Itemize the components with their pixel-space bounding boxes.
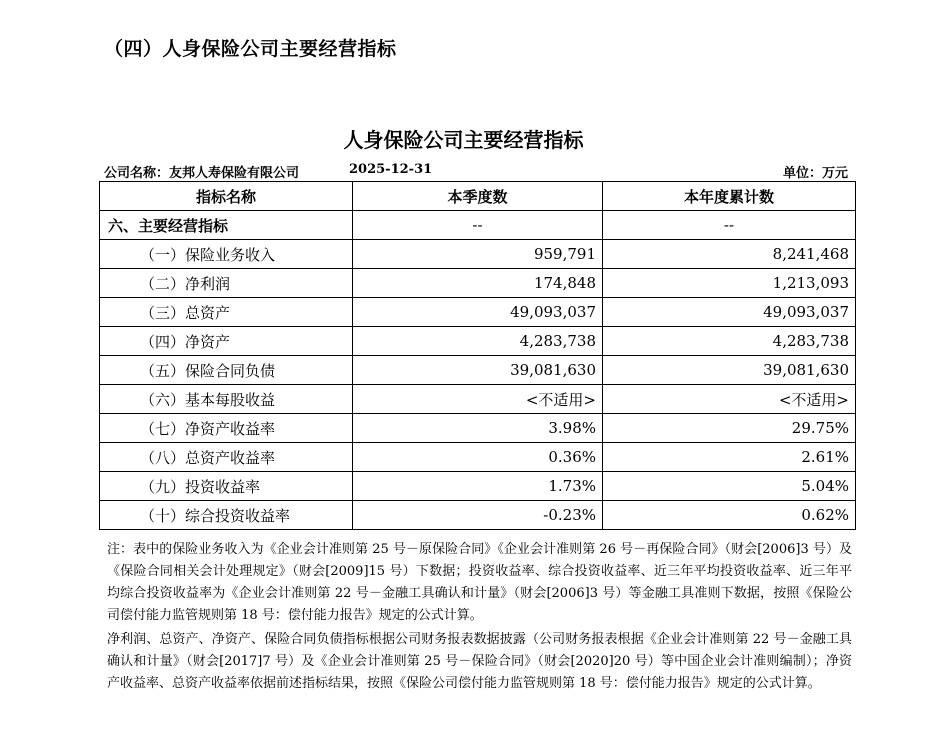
report-meta — [104, 162, 848, 182]
row-ytd: 39,081,630 — [603, 356, 856, 385]
row-ytd: <不适用> — [603, 385, 856, 414]
group-name: 六、主要经营指标 — [100, 211, 353, 240]
row-name: （二）净利润 — [100, 269, 353, 298]
report-title: 人身保险公司主要经营指标 — [343, 128, 584, 152]
table-row — [100, 414, 856, 443]
row-quarter: <不适用> — [353, 385, 603, 414]
row-ytd: 29.75% — [603, 414, 856, 443]
table-row — [100, 443, 856, 472]
header-ytd: 本年度累计数 — [603, 182, 856, 211]
row-name: （七）净资产收益率 — [100, 414, 353, 443]
row-quarter: 49,093,037 — [353, 298, 603, 327]
row-ytd: 2.61% — [603, 443, 856, 472]
report-date: 2025-12-31 — [349, 162, 433, 177]
row-name: （一）保险业务收入 — [100, 240, 353, 269]
row-quarter: -0.23% — [353, 501, 603, 530]
row-ytd: 4,283,738 — [603, 327, 856, 356]
table-row — [100, 501, 856, 530]
table-row — [100, 269, 856, 298]
table-row — [100, 298, 856, 327]
header-indicator-name: 指标名称 — [100, 182, 353, 211]
group-ytd: -- — [603, 211, 856, 240]
indicators-table — [99, 181, 856, 530]
row-name: （三）总资产 — [100, 298, 353, 327]
row-name: （十）综合投资收益率 — [100, 501, 353, 530]
group-quarter: -- — [353, 211, 603, 240]
row-quarter: 39,081,630 — [353, 356, 603, 385]
row-name: （四）净资产 — [100, 327, 353, 356]
table-row — [100, 356, 856, 385]
company-name: 公司名称：友邦人寿保险有限公司 — [104, 166, 300, 181]
row-quarter: 174,848 — [353, 269, 603, 298]
row-ytd: 8,241,468 — [603, 240, 856, 269]
section-heading: （四）人身保险公司主要经营指标 — [104, 38, 397, 60]
row-ytd: 1,213,093 — [603, 269, 856, 298]
row-ytd: 49,093,037 — [603, 298, 856, 327]
table-row — [100, 240, 856, 269]
row-name: （九）投资收益率 — [100, 472, 353, 501]
row-ytd: 5.04% — [603, 472, 856, 501]
table-row — [100, 472, 856, 501]
table-group-row — [100, 211, 856, 240]
row-quarter: 0.36% — [353, 443, 603, 472]
header-quarter: 本季度数 — [353, 182, 603, 211]
row-name: （八）总资产收益率 — [100, 443, 353, 472]
table-row — [100, 327, 856, 356]
row-quarter: 3.98% — [353, 414, 603, 443]
row-name: （五）保险合同负债 — [100, 356, 353, 385]
unit-label: 单位：万元 — [782, 166, 848, 181]
table-row — [100, 385, 856, 414]
footnote-1: 注：表中的保险业务收入为《企业会计准则第 25 号－原保险合同》《企业会计准则第 26 号－再保险合同》（财会[2006]3 号）及《保险合同相关会计处理规定》（财会[2009]15 号）下数据；投资收益率、综合投资收益率、近三年平均投资收益率、近三年平均综合投资收益率为《企业会计准则第 22 号－金融工具确认和计量》（财会[2006]3 号）等金融工具准则下数据，按照《保险公司偿付能力监管规则第 18 号：偿付能力报告》规定的公式计算。 — [107, 542, 852, 623]
footnote-2: 净利润、总资产、净资产、保险合同负债指标根据公司财务报表数据披露（公司财务报表根据《企业会计准则第 22 号－金融工具确认和计量》（财会[2017]7 号）及《企业会计准则第 25 号－保险合同》（财会[2020]20 号）等中国企业会计准则编制）；净资产收益率、总资产收益率依据前述指标结果，按照《保险公司偿付能力监管规则第 18 号：偿付能力报告》规定的公式计算。 — [107, 632, 852, 691]
row-ytd: 0.62% — [603, 501, 856, 530]
row-quarter: 1.73% — [353, 472, 603, 501]
row-quarter: 4,283,738 — [353, 327, 603, 356]
row-name: （六）基本每股收益 — [100, 385, 353, 414]
table-header-row — [100, 182, 856, 211]
row-quarter: 959,791 — [353, 240, 603, 269]
